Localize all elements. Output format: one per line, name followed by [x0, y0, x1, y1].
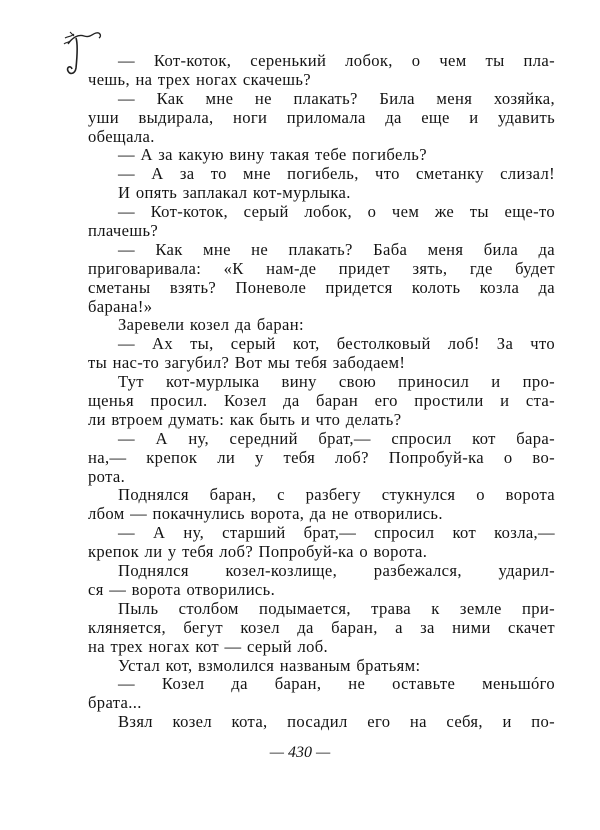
page-number: — 430 — [269, 744, 331, 761]
text-line: — А за то мне погибель, что сметанку слизал! [118, 164, 555, 184]
text-line: Устал кот, взмолился названым братьям: [118, 655, 421, 675]
text-line: — А за какую вину такая тебе погибель? [118, 145, 427, 165]
text-line: рота. [88, 466, 126, 486]
page-body-text [88, 52, 555, 732]
text-line: обещала. [88, 126, 155, 146]
text-line: лбом — покачнулись ворота, да не отворились. [88, 504, 443, 524]
text-line: — Кот-коток, серый лобок, о чем же ты еще-то [118, 202, 555, 222]
text-line: крепок ли у тебя лоб? Попробуй-ка о ворота. [88, 542, 428, 562]
text-line: приговаривала: «К нам-де придет зять, где будет [88, 258, 555, 278]
text-line: ты нас-то загубил? Вот мы тебя забодаем! [88, 353, 406, 373]
text-line: — А ну, старший брат,— спросил кот козла,— [118, 523, 555, 543]
text-line: на,— крепок ли у тебя лоб? Попробуй-ка о во- [88, 447, 555, 467]
text-line: ся — ворота отворились. [88, 579, 276, 599]
text-line: чешь, на трех ногах скачешь? [88, 69, 311, 89]
text-line: Взял козел кота, посадил его на себя, и по- [118, 712, 555, 732]
text-line: Заревели козел да баран: [118, 315, 304, 335]
text-line: брата... [88, 693, 142, 713]
text-line: кляняется, бегут козел да баран, а за ними скачет [88, 617, 555, 637]
text-line: — Как мне не плакать? Била меня хозяйка, [118, 88, 555, 108]
text-line: щенья просил. Козел да баран его простили и ста- [88, 391, 555, 411]
text-line: Тут кот-мурлыка вину свою приносил и про- [118, 372, 555, 392]
text-line: — Ах ты, серый кот, бестолковый лоб! За что [118, 334, 555, 354]
text-line: Поднялся баран, с разбегу стукнулся о ворота [118, 485, 555, 505]
text-line: — Как мне не плакать? Баба меня била да [118, 239, 555, 259]
text-line: ли втроем думать: как быть и что делать? [88, 409, 402, 429]
text-line: — Козел да баран, не оставьте меньшóго [118, 674, 555, 694]
text-line: Поднялся козел-козлище, разбежался, ударил- [118, 561, 555, 581]
text-line: уши выдирала, ноги приломала да еще и удавить [88, 107, 555, 127]
text-line: плачешь? [88, 221, 159, 241]
text-line: И опять заплакал кот-мурлыка. [118, 183, 351, 203]
text-line: Пыль столбом подымается, трава к земле при- [118, 598, 555, 618]
text-line: сметаны взять? Поневоле придется колоть козла да [88, 277, 555, 297]
text-line: барана!» [88, 296, 153, 316]
text-line: — А ну, середний брат,— спросил кот бара- [118, 428, 555, 448]
text-line: на трех ногах кот — серый лоб. [88, 636, 329, 656]
text-line: — Кот-коток, серенький лобок, о чем ты пла- [118, 51, 555, 70]
